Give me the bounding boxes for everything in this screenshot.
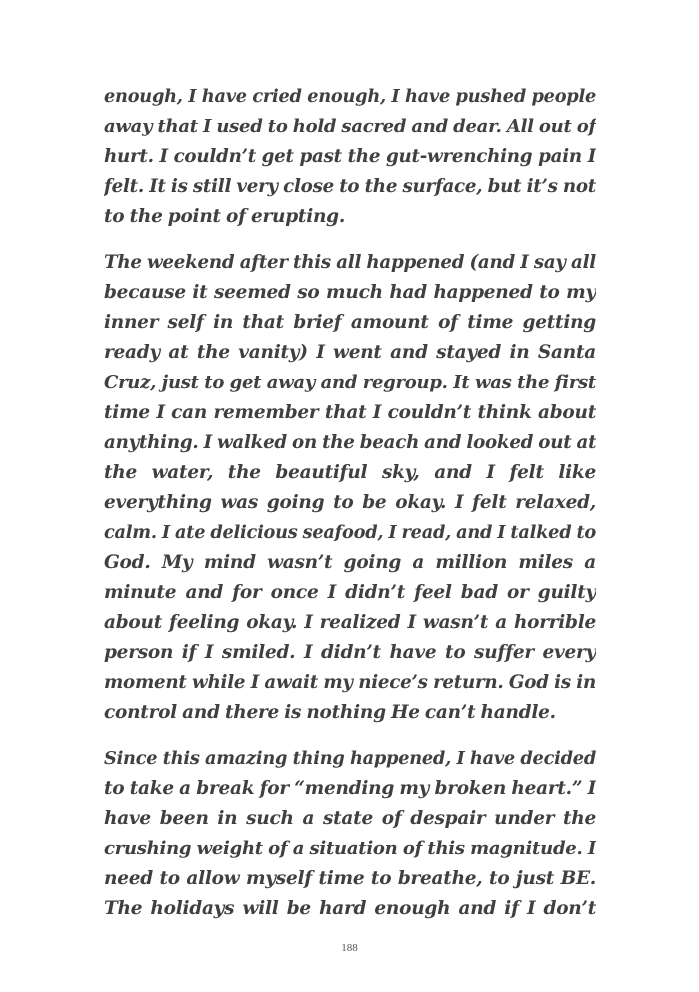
text-line: have been in such a state of despair under the: [104, 808, 596, 829]
text-line: God. My mind wasn’t going a million miles a: [104, 552, 596, 573]
text-line: calm. I ate delicious seafood, I read, and I talked to: [104, 522, 596, 543]
text-line: minute and for once I didn’t feel bad or guilty: [104, 582, 596, 603]
text-line: The holidays will be hard enough and if I don’t: [104, 898, 596, 919]
text-line: anything. I walked on the beach and looked out at: [104, 432, 596, 453]
text-line: to take a break for “mending my broken heart.” I: [104, 778, 596, 799]
text-line: need to allow myself time to breathe, to just BE.: [104, 868, 596, 889]
text-line: enough, I have cried enough, I have pushed people: [104, 86, 596, 107]
text-line: time I can remember that I couldn’t think about: [104, 402, 596, 423]
text-line: felt. It is still very close to the surface, but it’s not: [104, 176, 596, 197]
text-line: because it seemed so much had happened to my: [104, 282, 596, 303]
text-line: everything was going to be okay. I felt relaxed,: [104, 492, 596, 513]
text-line: hurt. I couldn’t get past the gut-wrenching pain I: [104, 146, 596, 167]
text-line: moment while I await my niece’s return. God is in: [104, 672, 596, 693]
paragraph-3: [104, 744, 596, 924]
text-line: person if I smiled. I didn’t have to suffer every: [104, 642, 596, 663]
paragraph-2: [104, 248, 596, 728]
text-line: the water, the beautiful sky, and I felt like: [104, 462, 596, 483]
text-line: away that I used to hold sacred and dear. All out of: [104, 116, 596, 137]
text-line: about feeling okay. I realized I wasn’t a horrible: [104, 612, 596, 633]
text-line: ready at the vanity) I went and stayed in Santa: [104, 342, 596, 363]
page-number: 188: [341, 942, 358, 954]
text-line: inner self in that brief amount of time getting: [104, 312, 596, 333]
text-line: crushing weight of a situation of this magnitude. I: [104, 838, 596, 859]
text-line: Since this amazing thing happened, I have decided: [104, 748, 596, 769]
text-line: control and there is nothing He can’t handle.: [104, 702, 556, 723]
text-line: to the point of erupting.: [104, 206, 346, 227]
text-line: The weekend after this all happened (and I say all: [104, 252, 596, 273]
paragraph-1: [104, 82, 596, 232]
text-line: Cruz, just to get away and regroup. It was the first: [104, 372, 596, 393]
